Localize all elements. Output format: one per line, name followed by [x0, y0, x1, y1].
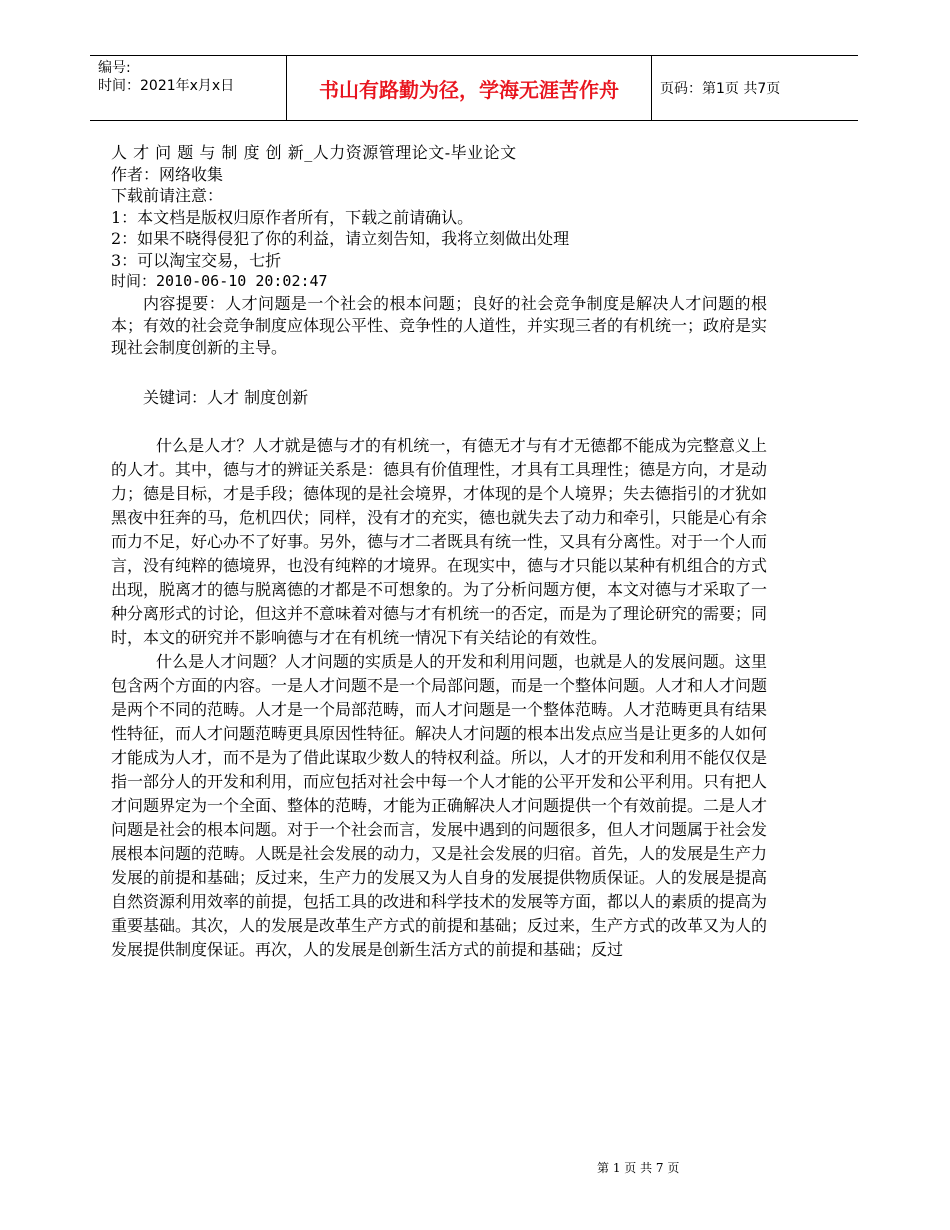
document-author: 作者：网络收集	[111, 164, 224, 184]
header-time-label: 时间：2021年x月x日	[98, 78, 235, 94]
notice-item-3: 3：可以淘宝交易，七折	[111, 250, 282, 270]
abstract-paragraph: 内容提要：人才问题是一个社会的根本问题；良好的社会竞争制度是解决人才问题的根本；有效的社会竞争制度应体现公平性、竞争性的人道性，并实现三者的有机统一；政府是实现社会制度创新的主导。	[111, 293, 768, 357]
document-time: 时间：2010-06-10 20:02:47	[111, 272, 328, 290]
document-body	[111, 142, 767, 962]
header-page-label: 页码：第1页 共7页	[660, 81, 781, 97]
body-paragraph-1: 什么是人才？人才就是德与才的有机统一，有德无才与有才无德都不能成为完整意义上的人才。其中，德与才的辨证关系是：德具有价值理性，才具有工具理性；德是方向，才是动力；德是目标，才是手段；德体现的是社会境界，才体现的是个人境界；失去德指引的才犹如黑夜中狂奔的马，危机四伏；同样，没有才的充实，德也就失去了动力和牵引，只能是心有余而力不足，好心办不了好事。另外，德与才二者既具有统一性，又具有分离性。对于一个人而言，没有纯粹的德境界，也没有纯粹的才境界。在现实中，德与才只能以某种有机组合的方式出现，脱离才的德与脱离德的才都是不可想象的。为了分析问题方便，本文对德与才采取了一种分离形式的讨论，但这并不意味着对德与才有机统一的否定，而是为了理论研究的需要；同时，本文的研究并不影响德与才在有机统一情况下有关结论的有效性。	[111, 435, 768, 647]
header-number-label: 编号:	[98, 60, 131, 76]
header-meta	[90, 56, 286, 120]
page-header	[90, 55, 858, 121]
notice-item-1: 1：本文档是版权归原作者所有，下载之前请确认。	[111, 207, 474, 227]
header-motto: 书山有路勤为径，学海无涯苦作舟	[286, 56, 652, 120]
notice-item-2: 2：如果不晓得侵犯了你的利益，请立刻告知，我将立刻做出处理	[111, 229, 570, 248]
keywords-line: 关键词：人才 制度创新	[143, 387, 309, 407]
document-title: 人 才 问 题 与 制 度 创 新_人力资源管理论文-毕业论文	[111, 143, 517, 162]
notice-heading: 下载前请注意：	[111, 186, 224, 205]
body-paragraph-2: 什么是人才问题？人才问题的实质是人的开发和利用问题，也就是人的发展问题。这里包含两个方面的内容。一是人才问题不是一个局部问题，而是一个整体问题。人才和人才问题是两个不同的范畴。人才是一个局部范畴，而人才问题是一个整体范畴。人才范畴更具有结果性特征，而人才问题范畴更具原因性特征。解决人才问题的根本出发点应当是让更多的人如何才能成为人才，而不是为了借此谋取少数人的特权利益。所以，人才的开发和利用不能仅仅是指一部分人的开发和利用，而应包括对社会中每一个人才能的公平开发和公平利用。只有把人才问题界定为一个全面、整体的范畴，才能为正确解决人才问题提供一个有效前提。二是人才问题是社会的根本问题。对于一个社会而言，发展中遇到的问题很多，但人才问题属于社会发展根本问题的范畴。人既是社会发展的动力，又是社会发展的归宿。首先，人的发展是生产力发展的前提和基础；反过来，生产力的发展又为人自身的发展提供物质保证。人的发展是提高自然资源利用效率的前提，包括工具的改进和科学技术的发展等方面，都以人的素质的提高为重要基础。其次，人的发展是改革生产方式的前提和基础；反过来，生产方式的改革又为人的发展提供制度保证。再次，人的发展是创新生活方式的前提和基础；反过	[111, 651, 768, 959]
page-footer: 第 1 页 共 7 页	[597, 1161, 680, 1175]
